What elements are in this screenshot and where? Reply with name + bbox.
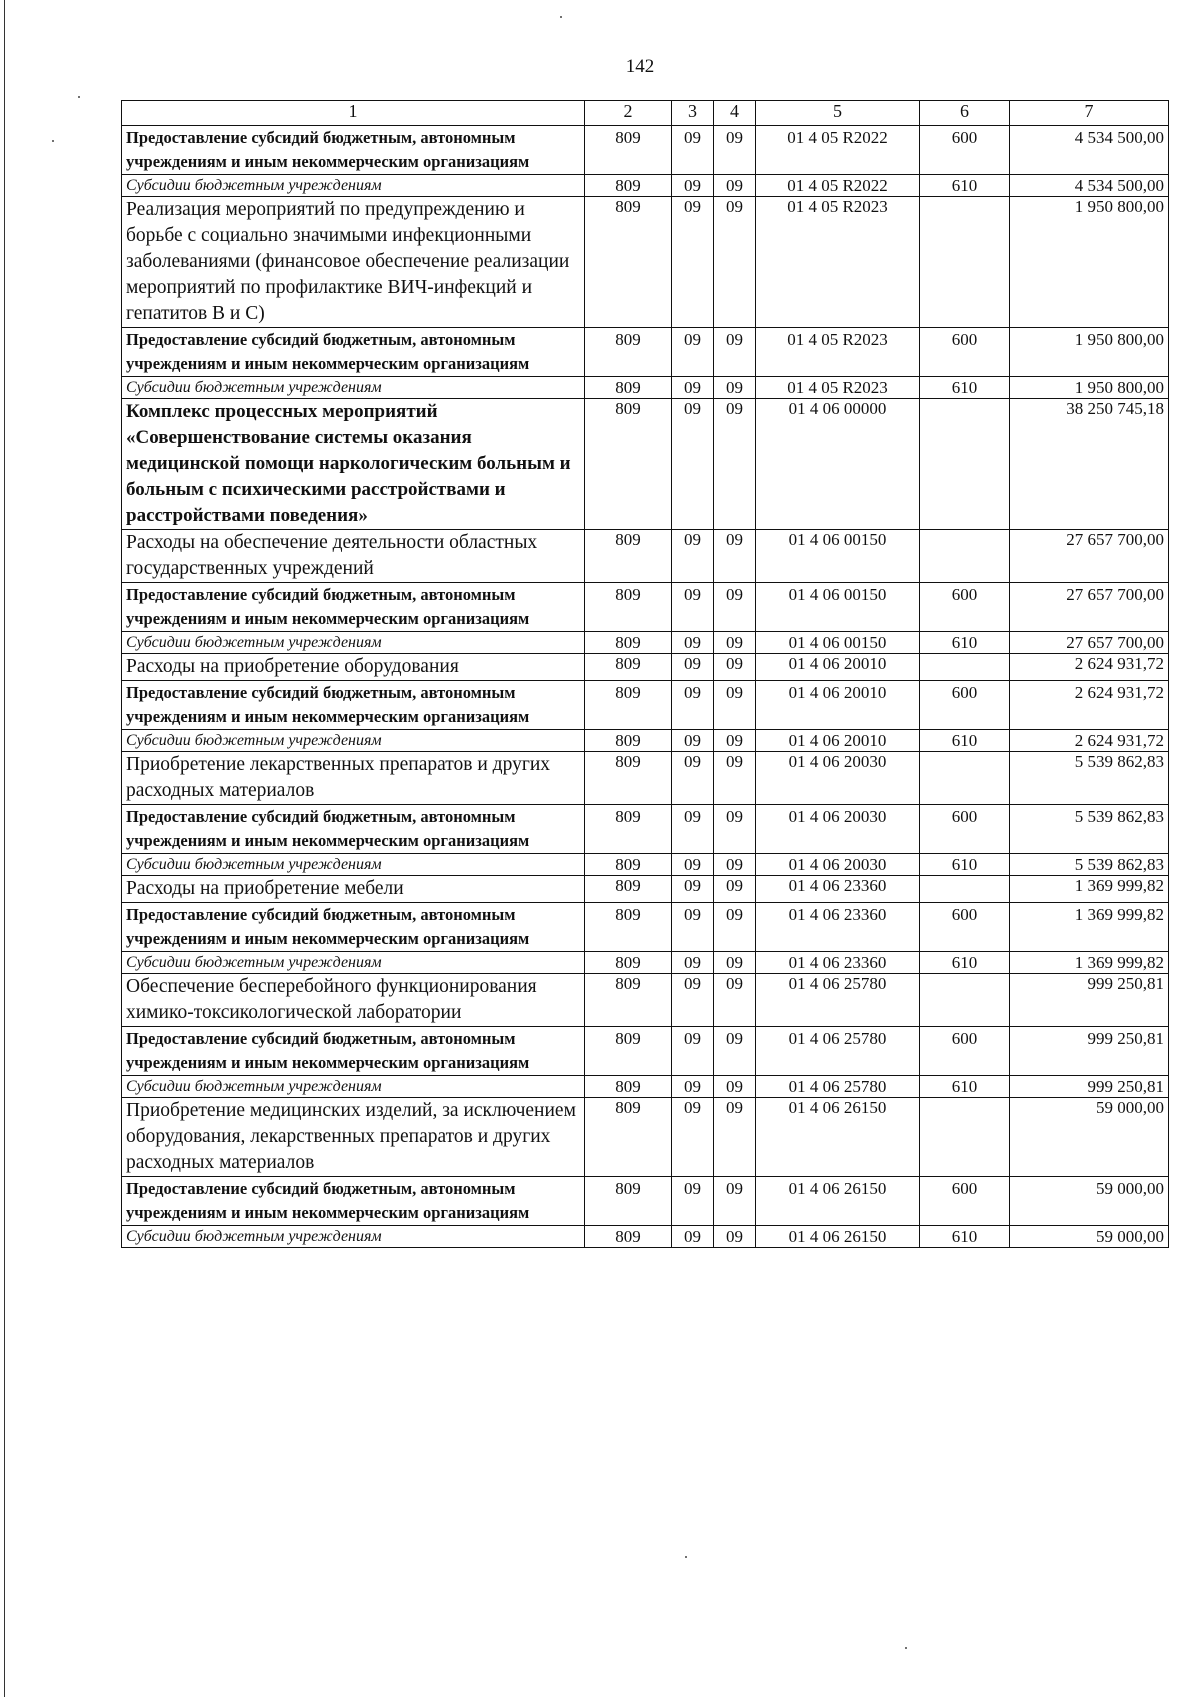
target-article-code: 01 4 05 R2022 — [756, 126, 920, 175]
section-code: 09 — [672, 974, 714, 1027]
table-row — [122, 1027, 1169, 1076]
expense-type-code: 600 — [920, 583, 1010, 632]
ministry-code: 809 — [585, 805, 672, 854]
target-article-code: 01 4 06 25780 — [756, 1076, 920, 1098]
section-code: 09 — [672, 1098, 714, 1177]
table-row — [122, 876, 1169, 903]
expense-type-code: 610 — [920, 730, 1010, 752]
expense-type-code: 600 — [920, 1177, 1010, 1226]
target-article-code: 01 4 06 20010 — [756, 681, 920, 730]
table-row — [122, 1076, 1169, 1098]
subsection-code: 09 — [714, 654, 756, 681]
header-cell: 7 — [1010, 101, 1169, 126]
subsection-code: 09 — [714, 1076, 756, 1098]
amount: 38 250 745,18 — [1010, 399, 1169, 530]
amount: 1 369 999,82 — [1010, 876, 1169, 903]
target-article-code: 01 4 06 23360 — [756, 903, 920, 952]
amount: 59 000,00 — [1010, 1098, 1169, 1177]
ministry-code: 809 — [585, 654, 672, 681]
row-description: Комплекс процессных мероприятий «Совершенствование системы оказания медицинской помощи наркологическим больным и больным с психическими расстройствами и расстройствами поведения» — [122, 399, 585, 530]
amount: 27 657 700,00 — [1010, 530, 1169, 583]
scan-speck — [905, 1647, 907, 1649]
table-row — [122, 805, 1169, 854]
ministry-code: 809 — [585, 854, 672, 876]
target-article-code: 01 4 06 20030 — [756, 752, 920, 805]
row-description: Субсидии бюджетным учреждениям — [122, 730, 585, 752]
amount: 1 950 800,00 — [1010, 328, 1169, 377]
ministry-code: 809 — [585, 197, 672, 328]
section-code: 09 — [672, 1177, 714, 1226]
header-cell: 5 — [756, 101, 920, 126]
amount: 1 369 999,82 — [1010, 952, 1169, 974]
target-article-code: 01 4 06 23360 — [756, 952, 920, 974]
ministry-code: 809 — [585, 974, 672, 1027]
table-row — [122, 1226, 1169, 1248]
section-code: 09 — [672, 654, 714, 681]
expense-type-code: 600 — [920, 903, 1010, 952]
ministry-code: 809 — [585, 1076, 672, 1098]
target-article-code: 01 4 06 26150 — [756, 1226, 920, 1248]
row-description: Предоставление субсидий бюджетным, автономным учреждениям и иным некоммерческим организациям — [122, 583, 585, 632]
target-article-code: 01 4 05 R2023 — [756, 377, 920, 399]
table-row — [122, 1177, 1169, 1226]
section-code: 09 — [672, 730, 714, 752]
subsection-code: 09 — [714, 632, 756, 654]
row-description: Предоставление субсидий бюджетным, автономным учреждениям и иным некоммерческим организациям — [122, 328, 585, 377]
target-article-code: 01 4 05 R2023 — [756, 197, 920, 328]
row-description: Реализация мероприятий по предупреждению и борьбе с социально значимыми инфекционными заболеваниями (финансовое обеспечение реализации мероприятий по профилактике ВИЧ-инфекций и гепатитов В и С) — [122, 197, 585, 328]
target-article-code: 01 4 06 00000 — [756, 399, 920, 530]
table-row — [122, 632, 1169, 654]
expense-type-code: 610 — [920, 952, 1010, 974]
subsection-code: 09 — [714, 1027, 756, 1076]
subsection-code: 09 — [714, 197, 756, 328]
amount: 2 624 931,72 — [1010, 654, 1169, 681]
section-code: 09 — [672, 175, 714, 197]
subsection-code: 09 — [714, 399, 756, 530]
expense-type-code: 610 — [920, 377, 1010, 399]
expense-type-code: 610 — [920, 1076, 1010, 1098]
amount: 5 539 862,83 — [1010, 854, 1169, 876]
expense-type-code — [920, 399, 1010, 530]
amount: 999 250,81 — [1010, 1027, 1169, 1076]
expense-type-code: 610 — [920, 632, 1010, 654]
expense-type-code: 600 — [920, 328, 1010, 377]
expense-type-code — [920, 197, 1010, 328]
amount: 999 250,81 — [1010, 974, 1169, 1027]
header-row — [122, 101, 1169, 126]
ministry-code: 809 — [585, 952, 672, 974]
expense-type-code: 610 — [920, 175, 1010, 197]
scan-speck — [78, 96, 80, 98]
table-row — [122, 854, 1169, 876]
row-description: Предоставление субсидий бюджетным, автономным учреждениям и иным некоммерческим организациям — [122, 681, 585, 730]
row-description: Расходы на обеспечение деятельности областных государственных учреждений — [122, 530, 585, 583]
expense-type-code — [920, 876, 1010, 903]
expense-type-code — [920, 974, 1010, 1027]
section-code: 09 — [672, 876, 714, 903]
subsection-code: 09 — [714, 328, 756, 377]
target-article-code: 01 4 06 00150 — [756, 632, 920, 654]
section-code: 09 — [672, 681, 714, 730]
target-article-code: 01 4 06 25780 — [756, 1027, 920, 1076]
row-description: Обеспечение бесперебойного функционирования химико-токсикологической лаборатории — [122, 974, 585, 1027]
ministry-code: 809 — [585, 1098, 672, 1177]
subsection-code: 09 — [714, 1226, 756, 1248]
amount: 2 624 931,72 — [1010, 681, 1169, 730]
table-row — [122, 126, 1169, 175]
scan-speck — [52, 140, 54, 142]
header-cell: 4 — [714, 101, 756, 126]
subsection-code: 09 — [714, 952, 756, 974]
section-code: 09 — [672, 399, 714, 530]
section-code: 09 — [672, 903, 714, 952]
ministry-code: 809 — [585, 1226, 672, 1248]
table-row — [122, 530, 1169, 583]
ministry-code: 809 — [585, 328, 672, 377]
subsection-code: 09 — [714, 805, 756, 854]
subsection-code: 09 — [714, 974, 756, 1027]
amount: 59 000,00 — [1010, 1226, 1169, 1248]
target-article-code: 01 4 06 23360 — [756, 876, 920, 903]
ministry-code: 809 — [585, 399, 672, 530]
subsection-code: 09 — [714, 175, 756, 197]
amount: 1 950 800,00 — [1010, 377, 1169, 399]
amount: 999 250,81 — [1010, 1076, 1169, 1098]
table-row — [122, 752, 1169, 805]
row-description: Приобретение медицинских изделий, за исключением оборудования, лекарственных препаратов и других расходных материалов — [122, 1098, 585, 1177]
table-row — [122, 681, 1169, 730]
table-row — [122, 328, 1169, 377]
amount: 27 657 700,00 — [1010, 583, 1169, 632]
row-description: Субсидии бюджетным учреждениям — [122, 632, 585, 654]
ministry-code: 809 — [585, 752, 672, 805]
row-description: Субсидии бюджетным учреждениям — [122, 952, 585, 974]
target-article-code: 01 4 06 26150 — [756, 1177, 920, 1226]
table-row — [122, 952, 1169, 974]
target-article-code: 01 4 06 20010 — [756, 730, 920, 752]
row-description: Субсидии бюджетным учреждениям — [122, 854, 585, 876]
target-article-code: 01 4 06 26150 — [756, 1098, 920, 1177]
header-cell: 3 — [672, 101, 714, 126]
row-description: Предоставление субсидий бюджетным, автономным учреждениям и иным некоммерческим организациям — [122, 1177, 585, 1226]
section-code: 09 — [672, 197, 714, 328]
ministry-code: 809 — [585, 126, 672, 175]
row-description: Субсидии бюджетным учреждениям — [122, 175, 585, 197]
ministry-code: 809 — [585, 876, 672, 903]
table-row — [122, 197, 1169, 328]
target-article-code: 01 4 05 R2023 — [756, 328, 920, 377]
subsection-code: 09 — [714, 730, 756, 752]
section-code: 09 — [672, 1076, 714, 1098]
expense-type-code: 600 — [920, 126, 1010, 175]
section-code: 09 — [672, 530, 714, 583]
target-article-code: 01 4 06 20030 — [756, 854, 920, 876]
amount: 2 624 931,72 — [1010, 730, 1169, 752]
target-article-code: 01 4 06 20030 — [756, 805, 920, 854]
subsection-code: 09 — [714, 583, 756, 632]
budget-table — [121, 100, 1169, 1248]
expense-type-code: 610 — [920, 1226, 1010, 1248]
row-description: Расходы на приобретение оборудования — [122, 654, 585, 681]
table-row — [122, 399, 1169, 530]
expense-type-code: 600 — [920, 805, 1010, 854]
section-code: 09 — [672, 805, 714, 854]
section-code: 09 — [672, 377, 714, 399]
ministry-code: 809 — [585, 1177, 672, 1226]
ministry-code: 809 — [585, 377, 672, 399]
amount: 4 534 500,00 — [1010, 175, 1169, 197]
subsection-code: 09 — [714, 1098, 756, 1177]
subsection-code: 09 — [714, 903, 756, 952]
table-row — [122, 903, 1169, 952]
target-article-code: 01 4 06 20010 — [756, 654, 920, 681]
subsection-code: 09 — [714, 1177, 756, 1226]
amount: 59 000,00 — [1010, 1177, 1169, 1226]
scan-speck — [560, 16, 562, 18]
expense-type-code — [920, 752, 1010, 805]
ministry-code: 809 — [585, 903, 672, 952]
header-cell: 1 — [122, 101, 585, 126]
section-code: 09 — [672, 126, 714, 175]
header-cell: 6 — [920, 101, 1010, 126]
subsection-code: 09 — [714, 377, 756, 399]
ministry-code: 809 — [585, 175, 672, 197]
ministry-code: 809 — [585, 1027, 672, 1076]
row-description: Расходы на приобретение мебели — [122, 876, 585, 903]
row-description: Предоставление субсидий бюджетным, автономным учреждениям и иным некоммерческим организациям — [122, 126, 585, 175]
amount: 27 657 700,00 — [1010, 632, 1169, 654]
scan-speck — [685, 1556, 687, 1558]
target-article-code: 01 4 06 00150 — [756, 530, 920, 583]
page-number: 142 — [625, 56, 655, 77]
target-article-code: 01 4 05 R2022 — [756, 175, 920, 197]
subsection-code: 09 — [714, 876, 756, 903]
ministry-code: 809 — [585, 730, 672, 752]
expense-type-code — [920, 654, 1010, 681]
row-description: Предоставление субсидий бюджетным, автономным учреждениям и иным некоммерческим организациям — [122, 1027, 585, 1076]
table-row — [122, 730, 1169, 752]
section-code: 09 — [672, 1027, 714, 1076]
subsection-code: 09 — [714, 681, 756, 730]
expense-type-code: 610 — [920, 854, 1010, 876]
expense-type-code: 600 — [920, 1027, 1010, 1076]
amount: 4 534 500,00 — [1010, 126, 1169, 175]
row-description: Субсидии бюджетным учреждениям — [122, 377, 585, 399]
subsection-code: 09 — [714, 126, 756, 175]
expense-type-code — [920, 1098, 1010, 1177]
amount: 1 369 999,82 — [1010, 903, 1169, 952]
row-description: Субсидии бюджетным учреждениям — [122, 1226, 585, 1248]
amount: 5 539 862,83 — [1010, 805, 1169, 854]
ministry-code: 809 — [585, 681, 672, 730]
section-code: 09 — [672, 328, 714, 377]
table-row — [122, 583, 1169, 632]
amount: 1 950 800,00 — [1010, 197, 1169, 328]
expense-type-code — [920, 530, 1010, 583]
table-row — [122, 175, 1169, 197]
amount: 5 539 862,83 — [1010, 752, 1169, 805]
subsection-code: 09 — [714, 530, 756, 583]
row-description: Приобретение лекарственных препаратов и других расходных материалов — [122, 752, 585, 805]
row-description: Предоставление субсидий бюджетным, автономным учреждениям и иным некоммерческим организациям — [122, 903, 585, 952]
scan-left-edge — [4, 0, 5, 1697]
expense-type-code: 600 — [920, 681, 1010, 730]
header-cell: 2 — [585, 101, 672, 126]
table-row — [122, 654, 1169, 681]
section-code: 09 — [672, 1226, 714, 1248]
ministry-code: 809 — [585, 632, 672, 654]
section-code: 09 — [672, 952, 714, 974]
section-code: 09 — [672, 632, 714, 654]
subsection-code: 09 — [714, 752, 756, 805]
section-code: 09 — [672, 854, 714, 876]
table-row — [122, 1098, 1169, 1177]
target-article-code: 01 4 06 00150 — [756, 583, 920, 632]
target-article-code: 01 4 06 25780 — [756, 974, 920, 1027]
section-code: 09 — [672, 583, 714, 632]
table-row — [122, 377, 1169, 399]
ministry-code: 809 — [585, 530, 672, 583]
row-description: Предоставление субсидий бюджетным, автономным учреждениям и иным некоммерческим организациям — [122, 805, 585, 854]
section-code: 09 — [672, 752, 714, 805]
row-description: Субсидии бюджетным учреждениям — [122, 1076, 585, 1098]
ministry-code: 809 — [585, 583, 672, 632]
table-row — [122, 974, 1169, 1027]
subsection-code: 09 — [714, 854, 756, 876]
